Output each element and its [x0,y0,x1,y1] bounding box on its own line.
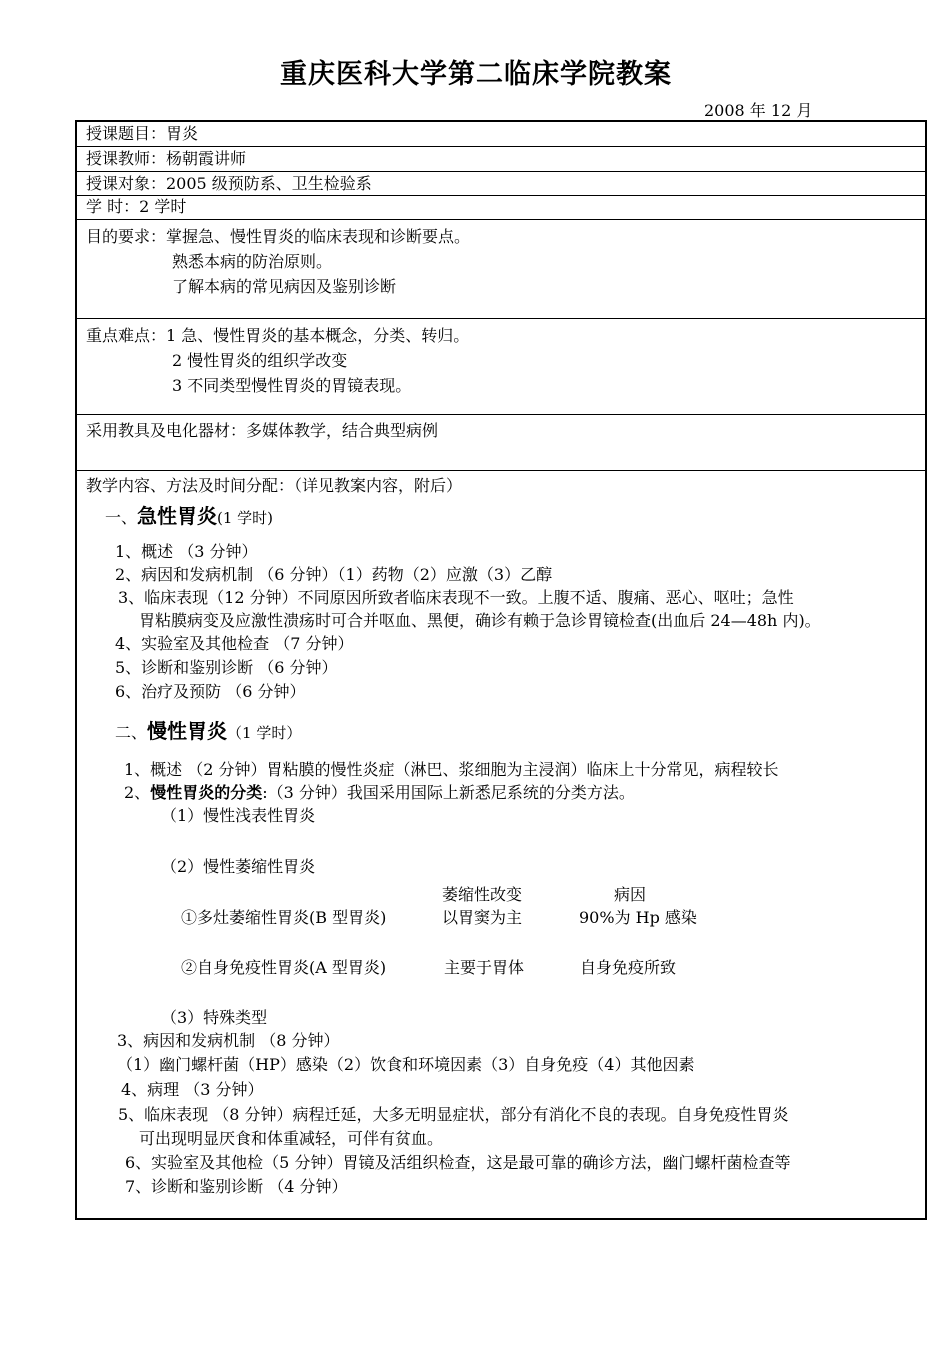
audience-row: 授课对象：2005 级预防系、卫生检验系 [77,172,925,196]
teacher-row: 授课教师：杨朝霞讲师 [77,147,925,172]
type-a-cause: 自身免疫所致 [580,958,677,977]
objective-line: 目的要求：掌握急、慢性胃炎的临床表现和诊断要点。 [86,227,471,246]
teaching-content-row [77,471,925,1218]
list-item: 5、诊断和鉴别诊断 （6 分钟） [115,658,338,677]
list-item-continuation: 可出现明显厌食和体重减轻，可伴有贫血。 [139,1129,444,1148]
objective-line: 熟悉本病的防治原则。 [172,252,333,271]
key-point-line: 重点难点：1 急、慢性胃炎的基本概念，分类、转归。 [86,326,470,345]
list-item: 1、概述 （2 分钟）胃粘膜的慢性炎症（淋巴、浆细胞为主浸润）临床上十分常见，病程较长 [124,760,779,779]
column-header-cause: 病因 [614,885,647,904]
objectives-row [77,220,925,319]
list-item [124,782,635,804]
type-b-change: 以胃窦为主 [442,908,523,927]
section-hours: （1 学时） [227,724,302,742]
subtype-item: （2）慢性萎缩性胃炎 [161,857,316,876]
topic-row: 授课题目：胃炎 [77,122,925,147]
document-date: 2008 年 12 月 [704,101,813,120]
section-title: 急性胃炎 [137,504,218,528]
section-title: 慢性胃炎 [147,719,228,743]
key-point-line: 2 慢性胃炎的组织学改变 [172,351,348,370]
section-acute-gastritis [105,505,273,529]
type-b-cause: 90%为 Hp 感染 [579,908,697,927]
list-item: 7、诊断和鉴别诊断 （4 分钟） [125,1177,348,1196]
list-item: 6、治疗及预防 （6 分钟） [115,682,306,701]
section-prefix: 二、 [115,723,148,742]
item-bold-label: 慢性胃炎的分类 [150,783,263,802]
subtype-item: （3）特殊类型 [161,1008,268,1027]
equipment-row: 采用教具及电化器材：多媒体教学，结合典型病例 [77,415,925,471]
list-item: 2、病因和发病机制 （6 分钟）（1）药物（2）应激（3）乙醇 [115,565,553,584]
lesson-plan-table [75,120,927,1220]
section-chronic-gastritis [115,720,301,744]
list-item-detail: （1）幽门螺杆菌（HP）感染（2）饮食和环境因素（3）自身免疫（4）其他因素 [117,1055,695,1074]
objective-line: 了解本病的常见病因及鉴别诊断 [172,277,397,296]
list-item: 3、临床表现（12 分钟）不同原因所致者临床表现不一致。上腹不适、腹痛、恶心、呕吐；急性 [118,588,794,607]
list-item-continuation: 胃粘膜病变及应激性溃疡时可合并呕血、黑便，确诊有赖于急诊胃镜检查(出血后 24—48h 内)。 [139,611,821,630]
hours-row: 学 时：2 学时 [77,196,925,220]
type-a-name: ②自身免疫性胃炎(A 型胃炎) [181,958,387,977]
subtype-item: （1）慢性浅表性胃炎 [161,806,316,825]
list-item: 5、临床表现 （8 分钟）病程迁延，大多无明显症状，部分有消化不良的表现。自身免疫性胃炎 [118,1105,789,1124]
list-item: 4、病理 （3 分钟） [121,1080,264,1099]
item-text: :（3 分钟）我国采用国际上新悉尼系统的分类方法。 [262,783,635,802]
key-point-line: 3 不同类型慢性胃炎的胃镜表现。 [172,376,412,395]
section-hours: (1 学时) [217,509,274,527]
key-points-row [77,319,925,415]
list-item: 1、概述 （3 分钟） [115,542,258,561]
list-item: 3、病因和发病机制 （8 分钟） [117,1031,340,1050]
type-a-change: 主要于胃体 [444,958,525,977]
content-header: 教学内容、方法及时间分配：（详见教案内容，附后） [86,476,463,495]
section-prefix: 一、 [105,508,138,527]
column-header-change: 萎缩性改变 [442,885,523,904]
item-number: 2、 [124,783,151,802]
document-title: 重庆医科大学第二临床学院教案 [280,59,672,90]
list-item: 4、实验室及其他检查 （7 分钟） [115,634,354,653]
list-item: 6、实验室及其他检（5 分钟）胃镜及活组织检查，这是最可靠的确诊方法，幽门螺杆菌检查等 [125,1153,791,1172]
type-b-name: ①多灶萎缩性胃炎(B 型胃炎) [181,908,387,927]
